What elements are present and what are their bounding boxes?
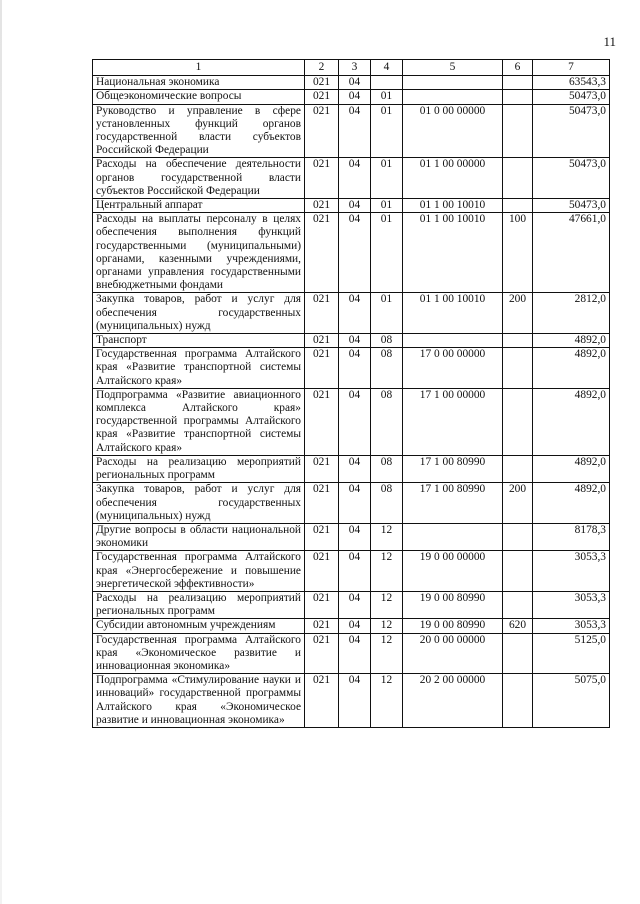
row-name: Расходы на выплаты персоналу в целях обеспечения выполнения функций государственными (муниципальными) органами, казенными учреждениями, органами управления государственными внебюджетными фондами <box>93 213 305 293</box>
row-amount: 50473,0 <box>533 90 610 104</box>
row-admin-code: 021 <box>305 619 339 633</box>
row-admin-code: 021 <box>305 90 339 104</box>
row-expense-type <box>503 158 533 199</box>
row-target-code <box>403 90 503 104</box>
table-row <box>93 213 610 293</box>
row-subsection-code: 01 <box>371 293 403 334</box>
row-admin-code: 021 <box>305 455 339 482</box>
row-target-code: 01 1 00 00000 <box>403 158 503 199</box>
row-section-code: 04 <box>339 334 371 348</box>
row-section-code: 04 <box>339 158 371 199</box>
row-subsection-code: 01 <box>371 199 403 213</box>
header-cell: 5 <box>403 60 503 76</box>
row-subsection-code: 12 <box>371 523 403 550</box>
table-row <box>93 674 610 728</box>
row-section-code: 04 <box>339 76 371 90</box>
row-subsection-code: 01 <box>371 90 403 104</box>
table-row <box>93 104 610 158</box>
row-target-code <box>403 334 503 348</box>
row-subsection-code: 12 <box>371 633 403 674</box>
row-subsection-code: 08 <box>371 455 403 482</box>
row-admin-code: 021 <box>305 213 339 293</box>
row-section-code: 04 <box>339 455 371 482</box>
row-name: Подпрограмма «Развитие авиационного комплекса Алтайского края» государственной программы Алтайского края «Развитие транспортной системы Алтайского края» <box>93 388 305 455</box>
row-admin-code: 021 <box>305 674 339 728</box>
row-expense-type <box>503 633 533 674</box>
row-section-code: 04 <box>339 199 371 213</box>
row-amount: 50473,0 <box>533 104 610 158</box>
row-section-code: 04 <box>339 483 371 524</box>
row-expense-type: 620 <box>503 619 533 633</box>
row-target-code: 01 1 00 10010 <box>403 293 503 334</box>
row-target-code: 17 1 00 80990 <box>403 483 503 524</box>
row-admin-code: 021 <box>305 483 339 524</box>
row-name: Расходы на обеспечение деятельности органов государственной власти субъектов Российской Федерации <box>93 158 305 199</box>
row-admin-code: 021 <box>305 293 339 334</box>
scan-edge <box>0 0 2 904</box>
row-name: Транспорт <box>93 334 305 348</box>
row-expense-type <box>503 388 533 455</box>
row-section-code: 04 <box>339 213 371 293</box>
row-expense-type: 200 <box>503 483 533 524</box>
row-admin-code: 021 <box>305 104 339 158</box>
row-target-code: 17 0 00 00000 <box>403 348 503 389</box>
row-subsection-code: 08 <box>371 388 403 455</box>
row-admin-code: 021 <box>305 76 339 90</box>
header-cell: 2 <box>305 60 339 76</box>
row-amount: 50473,0 <box>533 158 610 199</box>
row-subsection-code: 12 <box>371 591 403 618</box>
row-subsection-code: 01 <box>371 213 403 293</box>
row-admin-code: 021 <box>305 551 339 592</box>
row-section-code: 04 <box>339 293 371 334</box>
table-row <box>93 90 610 104</box>
row-expense-type <box>503 334 533 348</box>
row-expense-type <box>503 455 533 482</box>
row-expense-type <box>503 674 533 728</box>
row-amount: 5125,0 <box>533 633 610 674</box>
row-name: Расходы на реализацию мероприятий региональных программ <box>93 591 305 618</box>
row-target-code: 19 0 00 80990 <box>403 619 503 633</box>
row-admin-code: 021 <box>305 591 339 618</box>
row-name: Закупка товаров, работ и услуг для обеспечения государственных (муниципальных) нужд <box>93 483 305 524</box>
row-section-code: 04 <box>339 633 371 674</box>
row-amount: 50473,0 <box>533 199 610 213</box>
table-row <box>93 551 610 592</box>
row-target-code: 20 0 00 00000 <box>403 633 503 674</box>
row-name: Общеэкономические вопросы <box>93 90 305 104</box>
table-row <box>93 483 610 524</box>
row-admin-code: 021 <box>305 348 339 389</box>
row-expense-type <box>503 199 533 213</box>
row-admin-code: 021 <box>305 388 339 455</box>
row-section-code: 04 <box>339 104 371 158</box>
row-target-code <box>403 76 503 90</box>
row-subsection-code: 01 <box>371 104 403 158</box>
table-row <box>93 523 610 550</box>
row-subsection-code: 08 <box>371 334 403 348</box>
table-row <box>93 158 610 199</box>
row-amount: 63543,3 <box>533 76 610 90</box>
table-row <box>93 455 610 482</box>
row-target-code: 20 2 00 00000 <box>403 674 503 728</box>
header-cell: 4 <box>371 60 403 76</box>
row-expense-type <box>503 90 533 104</box>
row-name: Другие вопросы в области национальной экономики <box>93 523 305 550</box>
row-name: Руководство и управление в сфере установленных функций органов государственной власти субъектов Российской Федерации <box>93 104 305 158</box>
row-name: Государственная программа Алтайского края «Энергосбережение и повышение энергетической эффективности» <box>93 551 305 592</box>
row-subsection-code: 12 <box>371 674 403 728</box>
table-row <box>93 619 610 633</box>
row-target-code: 01 1 00 10010 <box>403 199 503 213</box>
header-cell: 7 <box>533 60 610 76</box>
row-admin-code: 021 <box>305 633 339 674</box>
row-name: Центральный аппарат <box>93 199 305 213</box>
row-section-code: 04 <box>339 523 371 550</box>
row-admin-code: 021 <box>305 158 339 199</box>
row-admin-code: 021 <box>305 199 339 213</box>
row-target-code: 19 0 00 80990 <box>403 591 503 618</box>
row-name: Государственная программа Алтайского края «Развитие транспортной системы Алтайского края» <box>93 348 305 389</box>
page-number: 11 <box>603 34 616 49</box>
table-body <box>93 76 610 728</box>
row-amount: 4892,0 <box>533 388 610 455</box>
header-cell: 3 <box>339 60 371 76</box>
row-amount: 4892,0 <box>533 334 610 348</box>
row-expense-type <box>503 591 533 618</box>
row-amount: 8178,3 <box>533 523 610 550</box>
header-cell: 6 <box>503 60 533 76</box>
row-subsection-code: 08 <box>371 483 403 524</box>
row-expense-type <box>503 348 533 389</box>
row-section-code: 04 <box>339 90 371 104</box>
row-subsection-code: 08 <box>371 348 403 389</box>
row-expense-type <box>503 523 533 550</box>
row-expense-type <box>503 76 533 90</box>
row-admin-code: 021 <box>305 523 339 550</box>
row-admin-code: 021 <box>305 334 339 348</box>
row-expense-type: 100 <box>503 213 533 293</box>
row-target-code: 19 0 00 00000 <box>403 551 503 592</box>
row-section-code: 04 <box>339 619 371 633</box>
row-subsection-code <box>371 76 403 90</box>
row-expense-type <box>503 104 533 158</box>
row-section-code: 04 <box>339 591 371 618</box>
row-name: Государственная программа Алтайского края «Экономическое развитие и инновационная экономика» <box>93 633 305 674</box>
row-amount: 4892,0 <box>533 455 610 482</box>
table-row <box>93 348 610 389</box>
row-target-code: 01 1 00 10010 <box>403 213 503 293</box>
budget-table <box>92 59 610 728</box>
table-row <box>93 633 610 674</box>
row-name: Национальная экономика <box>93 76 305 90</box>
row-amount: 47661,0 <box>533 213 610 293</box>
table-row <box>93 591 610 618</box>
table-row <box>93 388 610 455</box>
row-section-code: 04 <box>339 348 371 389</box>
row-subsection-code: 12 <box>371 619 403 633</box>
row-target-code: 01 0 00 00000 <box>403 104 503 158</box>
row-target-code <box>403 523 503 550</box>
row-amount: 5075,0 <box>533 674 610 728</box>
row-name: Расходы на реализацию мероприятий региональных программ <box>93 455 305 482</box>
header-cell: 1 <box>93 60 305 76</box>
table-row <box>93 199 610 213</box>
row-section-code: 04 <box>339 551 371 592</box>
row-subsection-code: 12 <box>371 551 403 592</box>
row-amount: 3053,3 <box>533 619 610 633</box>
row-amount: 4892,0 <box>533 348 610 389</box>
row-expense-type: 200 <box>503 293 533 334</box>
header-row <box>93 60 610 76</box>
row-name: Субсидии автономным учреждениям <box>93 619 305 633</box>
row-target-code: 17 1 00 80990 <box>403 455 503 482</box>
row-name: Закупка товаров, работ и услуг для обеспечения государственных (муниципальных) нужд <box>93 293 305 334</box>
row-section-code: 04 <box>339 674 371 728</box>
table-row <box>93 293 610 334</box>
table-row <box>93 76 610 90</box>
row-amount: 3053,3 <box>533 551 610 592</box>
row-amount: 3053,3 <box>533 591 610 618</box>
row-target-code: 17 1 00 00000 <box>403 388 503 455</box>
row-subsection-code: 01 <box>371 158 403 199</box>
row-amount: 4892,0 <box>533 483 610 524</box>
row-name: Подпрограмма «Стимулирование науки и инноваций» государственной программы Алтайского края «Экономическое развитие и инновационная экономика» <box>93 674 305 728</box>
table-row <box>93 334 610 348</box>
row-amount: 2812,0 <box>533 293 610 334</box>
row-section-code: 04 <box>339 388 371 455</box>
row-expense-type <box>503 551 533 592</box>
